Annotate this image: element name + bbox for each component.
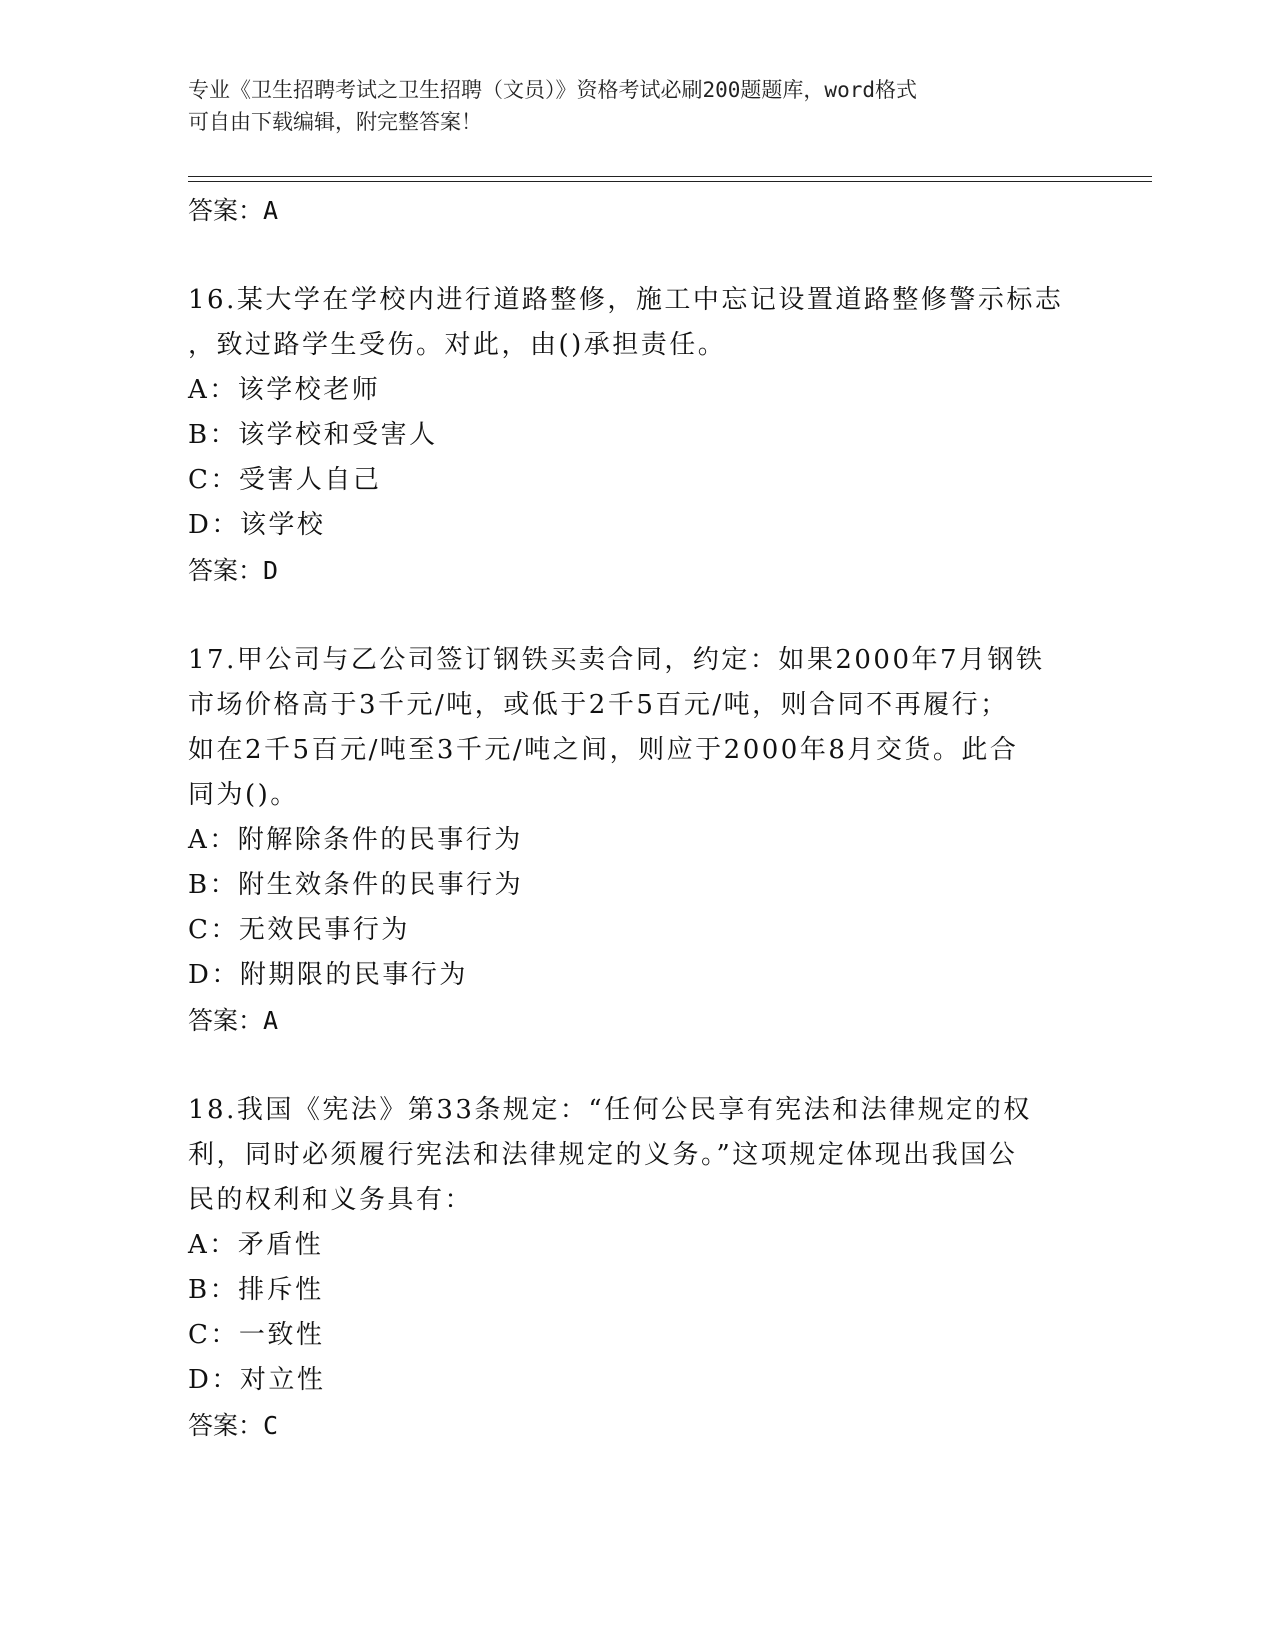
option-c: C：无效民事行为 <box>188 915 410 945</box>
question-stem <box>188 638 1088 818</box>
stem-line: 17.甲公司与乙公司签订钢铁买卖合同，约定：如果2000年7月钢铁 <box>188 645 1045 675</box>
question-stem <box>188 278 1088 368</box>
stem-line: 民的权利和义务具有： <box>188 1185 474 1215</box>
answer-line <box>188 188 1088 233</box>
question-stem <box>188 1088 1088 1223</box>
answer-label: 答案： <box>188 196 264 225</box>
header-line-1: 专业《卫生招聘考试之卫生招聘（文员）》资格考试必刷200题题库，word格式 <box>188 78 917 102</box>
answer-line <box>188 1403 1088 1448</box>
option-c: C：一致性 <box>188 1320 325 1350</box>
stem-line: 利，同时必须履行宪法和法律规定的义务。”这项规定体现出我国公 <box>188 1140 1018 1170</box>
header-rule-bottom <box>188 181 1152 182</box>
stem-line: 18.我国《宪法》第33条规定：“任何公民享有宪法和法律规定的权 <box>188 1095 1032 1125</box>
option-b: B：该学校和受害人 <box>188 420 438 450</box>
answer-value: A <box>263 196 279 225</box>
question-16 <box>188 278 1088 593</box>
answer-label: 答案： <box>188 1006 264 1035</box>
document-header <box>188 74 1068 138</box>
option-a: A：矛盾性 <box>188 1230 324 1260</box>
option-b: B：排斥性 <box>188 1275 324 1305</box>
question-list <box>188 188 1088 1448</box>
stem-line: ，致过路学生受伤。对此，由()承担责任。 <box>188 330 727 360</box>
stem-line: 如在2千5百元/吨至3千元/吨之间，则应于2000年8月交货。此合 <box>188 735 1019 765</box>
header-rule-top <box>188 176 1152 177</box>
stem-line: 16.某大学在学校内进行道路整修，施工中忘记设置道路整修警示标志 <box>188 285 1064 315</box>
answer-value: C <box>263 1411 279 1440</box>
option-b: B：附生效条件的民事行为 <box>188 870 524 900</box>
option-a: A：附解除条件的民事行为 <box>188 825 523 855</box>
option-d: D：对立性 <box>188 1365 326 1395</box>
question-17 <box>188 638 1088 1043</box>
answer-line <box>188 998 1088 1043</box>
question-18 <box>188 1088 1088 1448</box>
option-d: D：该学校 <box>188 510 326 540</box>
answer-value: A <box>263 1006 279 1035</box>
answer-line <box>188 548 1088 593</box>
option-d: D：附期限的民事行为 <box>188 960 468 990</box>
answer-value: D <box>263 556 279 585</box>
option-c: C：受害人自己 <box>188 465 382 495</box>
stem-line: 同为()。 <box>188 780 299 810</box>
stem-line: 市场价格高于3千元/吨，或低于2千5百元/吨，则合同不再履行； <box>188 690 1009 720</box>
answer-label: 答案： <box>188 1411 264 1440</box>
header-line-2: 可自由下载编辑，附完整答案！ <box>188 110 482 134</box>
option-a: A：该学校老师 <box>188 375 381 405</box>
answer-label: 答案： <box>188 556 264 585</box>
